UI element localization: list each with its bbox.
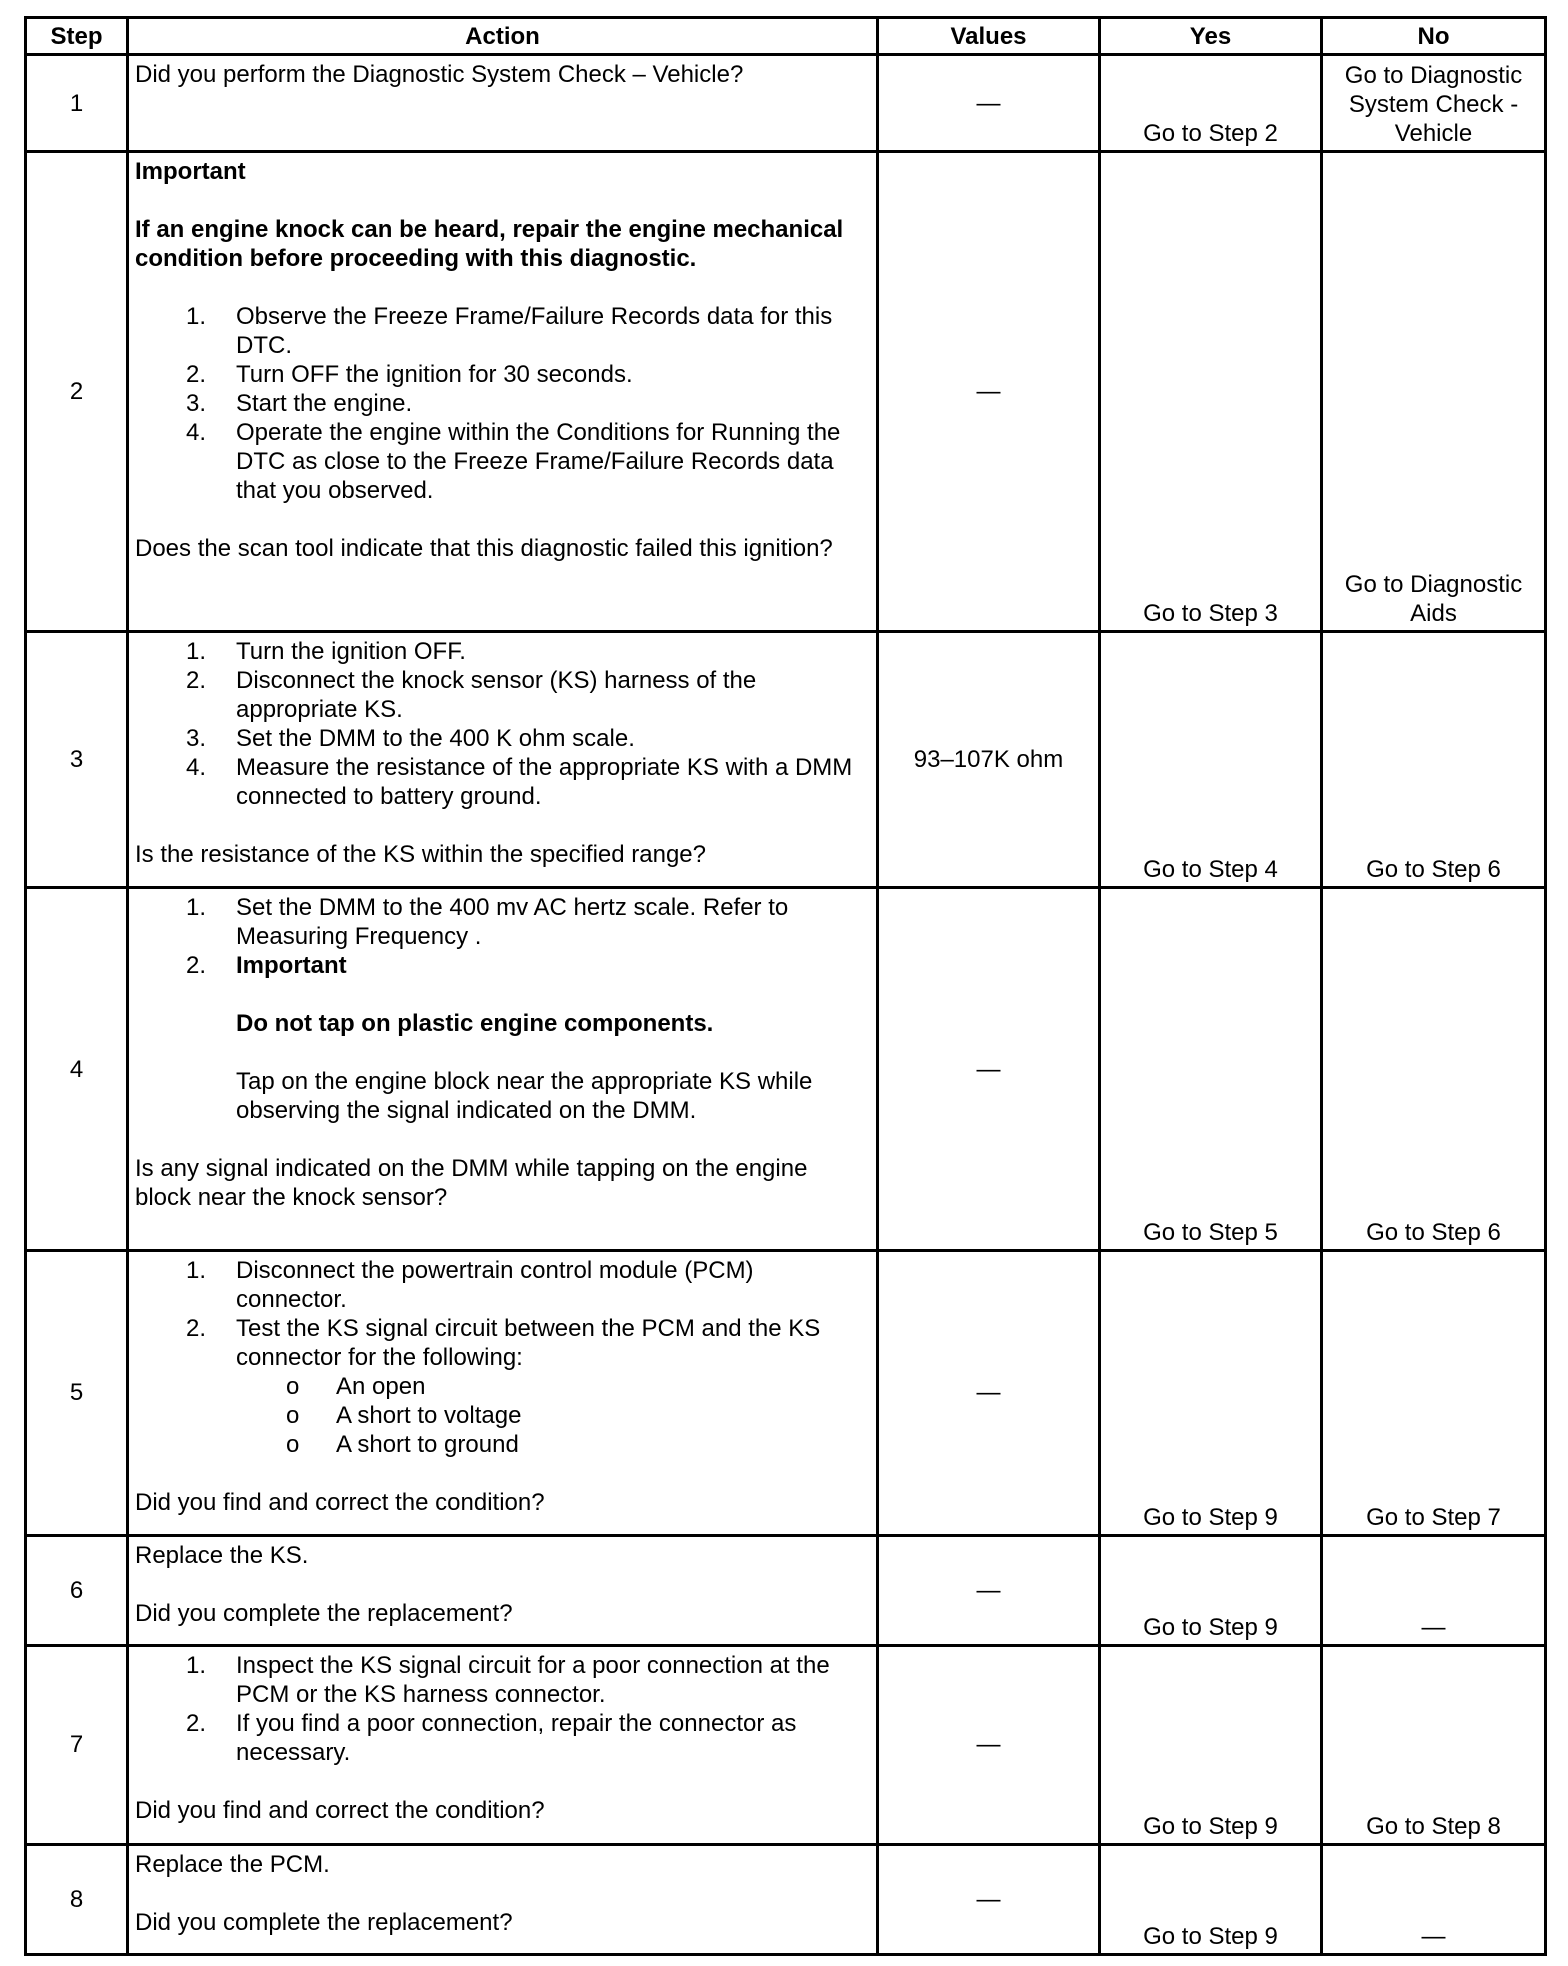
question-text: Did you find and correct the condition?: [135, 1797, 545, 1825]
question-text: Is the resistance of the KS within the specified range?: [135, 840, 706, 868]
step-number: 7: [26, 1646, 128, 1845]
value-cell: —: [878, 888, 1100, 1251]
no-cell: Go to Step 8: [1322, 1646, 1546, 1845]
value-cell: —: [878, 1251, 1100, 1536]
header-action: Action: [128, 18, 878, 55]
no-cell: Go to Step 7: [1322, 1251, 1546, 1536]
list-item: 4. Operate the engine within the Conditions for Running the DTC as close to the Freeze Frame/Failure Records data that you observed.: [186, 419, 841, 505]
yes-cell: Go to Step 4: [1100, 631, 1322, 888]
list-item: 2. Test the KS signal circuit between the PCM and the KS connector for the following:: [186, 1315, 821, 1372]
step-number: 4: [26, 888, 128, 1251]
no-cell: Go to Step 6: [1322, 631, 1546, 888]
list-item: 2. Disconnect the knock sensor (KS) harness of the appropriate KS.: [186, 666, 757, 723]
table-row: [26, 1251, 1546, 1536]
action-cell: [128, 1646, 878, 1845]
list-item: 2. Turn OFF the ignition for 30 seconds.: [186, 361, 633, 389]
list-item: 1. Observe the Freeze Frame/Failure Records data for this DTC.: [186, 303, 833, 360]
list-item: 2. Important Do not tap on plastic engine components. Tap on the engine block near the appropriate KS while observing the signal indicated on the DMM.: [135, 951, 870, 1125]
list-item: 4. Measure the resistance of the appropriate KS with a DMM connected to battery ground.: [186, 753, 853, 810]
instruction-list: [135, 893, 870, 1125]
yes-cell: Go to Step 5: [1100, 888, 1322, 1251]
table-row: [26, 631, 1546, 888]
sub-list-item: o A short to ground: [286, 1431, 519, 1459]
header-values: Values: [878, 18, 1100, 55]
question-text: Did you find and correct the condition?: [135, 1489, 545, 1517]
question-text: Is any signal indicated on the DMM while tapping on the engine block near the knock sensor?: [135, 1155, 808, 1212]
question-text: Did you complete the replacement?: [135, 1908, 513, 1936]
yes-cell: Go to Step 9: [1100, 1844, 1322, 1954]
list-item: 1. Set the DMM to the 400 mv AC hertz scale. Refer to Measuring Frequency .: [186, 894, 789, 951]
question-text: Did you complete the replacement?: [135, 1599, 513, 1627]
instruction-text: Replace the KS.: [135, 1541, 309, 1569]
no-cell: Go to Diagnostic System Check - Vehicle: [1322, 55, 1546, 152]
list-item: 2. If you find a poor connection, repair the connector as necessary.: [186, 1710, 797, 1767]
step-number: 3: [26, 631, 128, 888]
yes-cell: Go to Step 9: [1100, 1251, 1322, 1536]
important-note: Do not tap on plastic engine components.: [236, 1010, 714, 1038]
step-number: 2: [26, 152, 128, 631]
no-cell: Go to Diagnostic Aids: [1322, 152, 1546, 631]
list-item: 3. Set the DMM to the 400 K ohm scale.: [186, 724, 635, 752]
action-cell: [128, 55, 878, 152]
table-row: [26, 1535, 1546, 1645]
important-note: If an engine knock can be heard, repair the engine mechanical condition before proceeding with this diagnostic.: [135, 216, 844, 273]
action-cell: [128, 888, 878, 1251]
table-row: [26, 1646, 1546, 1845]
value-cell: —: [878, 1844, 1100, 1954]
value-cell: —: [878, 152, 1100, 631]
instruction-list: [135, 1256, 870, 1372]
important-label: Important: [135, 158, 246, 186]
no-cell: —: [1322, 1844, 1546, 1954]
action-cell: [128, 631, 878, 888]
action-cell: [128, 1535, 878, 1645]
action-cell: [128, 1844, 878, 1954]
instruction-list: [135, 302, 870, 505]
yes-cell: Go to Step 3: [1100, 152, 1322, 631]
sub-list-item: o A short to voltage: [286, 1402, 522, 1430]
header-row: [26, 18, 1546, 55]
step-number: 1: [26, 55, 128, 152]
list-item: 1. Inspect the KS signal circuit for a poor connection at the PCM or the KS harness connector.: [186, 1652, 830, 1709]
instruction-text: Replace the PCM.: [135, 1850, 330, 1878]
table-row: [26, 1844, 1546, 1954]
diagnostic-table: [24, 16, 1547, 1956]
action-cell: [128, 1251, 878, 1536]
important-label: Important: [236, 952, 347, 980]
header-step: Step: [26, 18, 128, 55]
list-item: 3. Start the engine.: [186, 390, 413, 418]
question-text: Does the scan tool indicate that this diagnostic failed this ignition?: [135, 535, 833, 563]
header-no: No: [1322, 18, 1546, 55]
step-number: 8: [26, 1844, 128, 1954]
value-cell: —: [878, 1646, 1100, 1845]
sub-list-item: o An open: [286, 1373, 426, 1401]
value-cell: —: [878, 1535, 1100, 1645]
sub-list: [135, 1372, 870, 1459]
yes-cell: Go to Step 9: [1100, 1646, 1322, 1845]
instruction-list: [135, 637, 870, 811]
step-number: 6: [26, 1535, 128, 1645]
table-row: [26, 55, 1546, 152]
action-cell: [128, 152, 878, 631]
step-number: 5: [26, 1251, 128, 1536]
value-cell: —: [878, 55, 1100, 152]
list-item: 1. Disconnect the powertrain control module (PCM) connector.: [186, 1257, 754, 1314]
table-row: [26, 888, 1546, 1251]
list-item: 1. Turn the ignition OFF.: [186, 637, 466, 665]
instruction-list: [135, 1651, 870, 1767]
header-yes: Yes: [1100, 18, 1322, 55]
yes-cell: Go to Step 9: [1100, 1535, 1322, 1645]
table-row: [26, 152, 1546, 631]
question-text: Did you perform the Diagnostic System Check – Vehicle?: [135, 61, 744, 88]
no-cell: Go to Step 6: [1322, 888, 1546, 1251]
value-cell: 93–107K ohm: [878, 631, 1100, 888]
no-cell: —: [1322, 1535, 1546, 1645]
yes-cell: Go to Step 2: [1100, 55, 1322, 152]
